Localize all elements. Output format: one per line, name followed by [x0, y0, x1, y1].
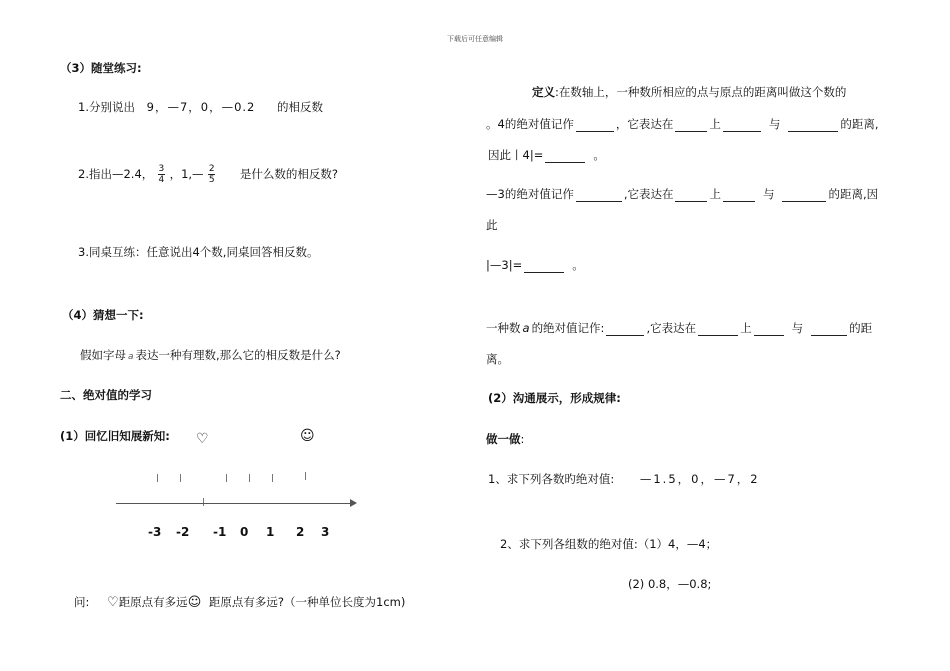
- blank-field[interactable]: [576, 119, 614, 132]
- line4-c: 上: [709, 187, 721, 201]
- question-3: 3.同桌互练：任意说出4个数,同桌回答相反数。: [78, 245, 319, 259]
- line7-b: 的绝对值记作:: [531, 321, 605, 335]
- exercise-1: [488, 471, 760, 487]
- frac2-denominator: 5: [208, 175, 215, 185]
- blank-field[interactable]: [698, 323, 738, 336]
- ex1-prefix: 1、求下列各数旳绝对值:: [488, 472, 615, 486]
- q2-suffix: 是什么数的相反数?: [239, 167, 338, 181]
- axis-label: 3: [321, 525, 330, 539]
- origin-tick: [203, 498, 204, 506]
- line7-d: 上: [740, 321, 752, 335]
- tick-mark: [157, 474, 158, 482]
- tick-mark: [226, 474, 227, 482]
- axis-arrow-icon: [350, 499, 357, 507]
- section-2-heading: (2）沟通展示，形成规律:: [488, 391, 621, 405]
- blank-field[interactable]: [788, 119, 838, 132]
- section-4-text: [80, 347, 341, 363]
- section-3-heading: （3）随堂练习:: [60, 61, 142, 75]
- smiley-icon: ☺: [300, 428, 315, 444]
- frac2-numerator: 2: [208, 164, 215, 174]
- definition-label: 定义: [532, 85, 555, 99]
- axis-label: 2: [296, 525, 305, 539]
- axis-label: -3: [148, 525, 162, 539]
- blank-field[interactable]: [576, 189, 622, 202]
- letter-a: a: [128, 352, 134, 362]
- s4-text-post: 表达一种有理数,那么它的相反数是什么?: [135, 348, 341, 362]
- line4-e: 的距离,因: [828, 187, 879, 201]
- practice-heading: [486, 431, 524, 447]
- s4-text-pre: 假如字母: [80, 348, 126, 362]
- exercise-2-part-2: (2) 0.8，—0.8;: [628, 577, 712, 591]
- q1-values: 9，—7，0，—0.2: [146, 100, 256, 114]
- line7-c: ,它表达在: [646, 321, 697, 335]
- question-2: [78, 164, 338, 185]
- line4-d: 与: [762, 187, 775, 201]
- definition-line-5: 此: [486, 218, 498, 232]
- distance-question: [74, 594, 405, 610]
- line2-c: 上: [709, 117, 721, 131]
- question-1: [78, 99, 323, 115]
- frac1-numerator: 3: [158, 164, 165, 174]
- tick-mark: [272, 474, 273, 482]
- definition-text: :在数轴上，一种数所相应的点与原点的距离叫做这个数的: [555, 85, 847, 99]
- line4-b: ,它表达在: [623, 187, 674, 201]
- blank-field[interactable]: [606, 323, 644, 336]
- q2-mid: ，1,—: [169, 167, 204, 181]
- frac1-denominator: 4: [158, 175, 165, 185]
- blank-field[interactable]: [811, 323, 847, 336]
- practice-title: 做一做: [486, 432, 521, 446]
- definition-line-2: [486, 116, 878, 132]
- tick-mark: [249, 474, 250, 482]
- line4-a: —3的绝对值记作: [486, 187, 574, 201]
- part-2-heading: 二、绝对值的学习: [60, 388, 152, 402]
- q1-prefix: 1.分别说出: [78, 100, 135, 114]
- axis-label: -2: [176, 525, 190, 539]
- heart-icon: ♡: [107, 595, 119, 610]
- blank-field[interactable]: [754, 323, 784, 336]
- exercise-2: 2、求下列各组数的绝对值:（1）4，—4；: [500, 537, 718, 551]
- definition-line-8: 离。: [486, 352, 509, 366]
- line2-e: 的距离,: [840, 117, 879, 131]
- practice-colon: :: [520, 432, 525, 446]
- line6-a: |—3|=: [486, 258, 523, 272]
- tick-mark: [180, 474, 181, 482]
- heart-icon: ♡: [196, 431, 209, 447]
- definition-line-1: [532, 84, 846, 100]
- definition-line-7: [486, 320, 872, 336]
- blank-field[interactable]: [675, 119, 707, 132]
- axis-label: -1: [213, 525, 227, 539]
- line2-d: 与: [768, 117, 781, 131]
- tick-mark: [305, 472, 306, 480]
- fraction-3-4: [158, 164, 165, 185]
- ex1-values: —1.5，0，—7，2: [639, 472, 760, 486]
- line7-a: 一种数: [486, 321, 521, 335]
- axis-line: [116, 503, 354, 504]
- blank-field[interactable]: [524, 260, 564, 273]
- line7-e: 与: [791, 321, 804, 335]
- definition-line-3: [488, 147, 605, 163]
- fraction-2-5: [208, 164, 215, 185]
- question-part-2: 距原点有多远?（一种单位长度为1cm): [208, 595, 406, 609]
- page-header: 下载后可任意编辑: [447, 35, 503, 43]
- definition-line-4: [486, 186, 878, 202]
- letter-a: a: [522, 321, 530, 335]
- axis-label: 0: [240, 525, 249, 539]
- definition-line-6: [486, 257, 584, 273]
- blank-field[interactable]: [675, 189, 707, 202]
- blank-field[interactable]: [723, 189, 755, 202]
- line3-b: 。: [593, 148, 605, 162]
- axis-label: 1: [266, 525, 275, 539]
- part-1-heading: (1）回忆旧知展新知:: [60, 429, 170, 443]
- line7-f: 的距: [849, 321, 873, 335]
- question-prefix: 问:: [74, 595, 90, 609]
- blank-field[interactable]: [545, 150, 585, 163]
- section-4-heading: （4）猜想一下:: [62, 308, 144, 322]
- q2-prefix: 2.指出—2.4，: [78, 167, 154, 181]
- line6-b: 。: [572, 258, 584, 272]
- line3-a: 因此丨4|=: [488, 148, 544, 162]
- q1-suffix: 的相反数: [277, 100, 324, 114]
- line2-a: 。4的绝对值记作: [486, 117, 574, 131]
- line2-b: ，它表达在: [615, 117, 674, 131]
- question-part-1: 距原点有多远: [118, 595, 188, 609]
- blank-field[interactable]: [782, 189, 826, 202]
- smiley-icon: ☺: [187, 595, 202, 610]
- blank-field[interactable]: [723, 119, 761, 132]
